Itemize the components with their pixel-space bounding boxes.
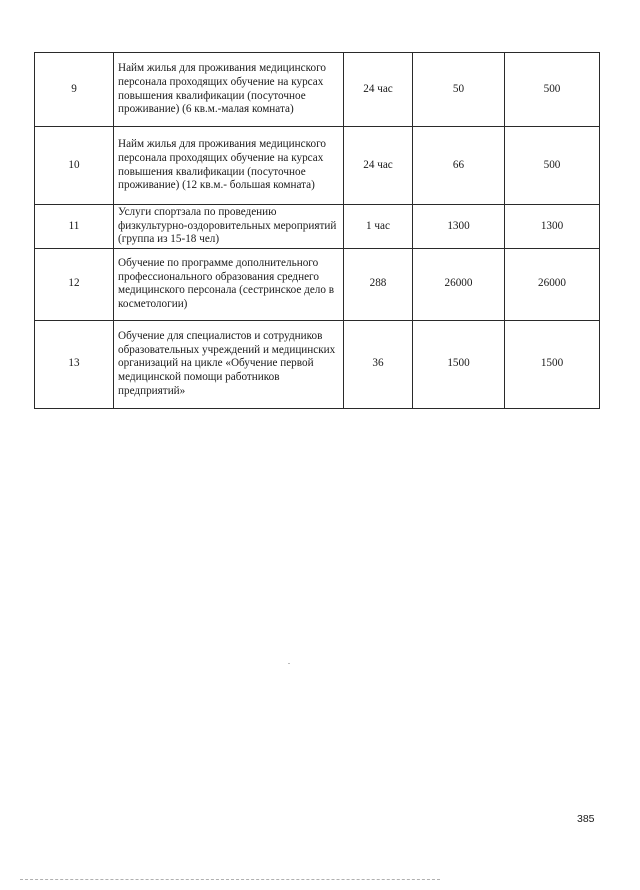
services-price-table — [34, 52, 600, 409]
price-cell: 26000 — [505, 248, 600, 320]
row-number: 13 — [35, 320, 114, 408]
table-row — [35, 205, 600, 249]
table-row — [35, 127, 600, 205]
service-name: Обучение для специалистов и сотрудников образовательных учреждений и медицинских организаций на цикле «Обучение первой медицинской помощи работников предприятий» — [114, 320, 344, 408]
row-number: 9 — [35, 53, 114, 127]
price-cell: 500 — [505, 127, 600, 205]
value-cell: 66 — [413, 127, 505, 205]
service-name: Обучение по программе дополнительного профессионального образования среднего медицинского персонала (сестринское дело в косметологии) — [114, 248, 344, 320]
value-cell: 1300 — [413, 205, 505, 249]
price-cell: 1300 — [505, 205, 600, 249]
value-cell: 26000 — [413, 248, 505, 320]
row-number: 11 — [35, 205, 114, 249]
service-name: Найм жилья для проживания медицинского персонала проходящих обучение на курсах повышения квалификации (посуточное проживание) (6 кв.м.-малая комната) — [114, 53, 344, 127]
table-row — [35, 248, 600, 320]
page-number: 385 — [577, 813, 595, 825]
bottom-scan-line — [20, 879, 440, 880]
value-cell: 1500 — [413, 320, 505, 408]
unit-cell: 1 час — [344, 205, 413, 249]
table-row — [35, 320, 600, 408]
service-name: Найм жилья для проживания медицинского персонала проходящих обучение на курсах повышения квалификации (посуточное проживание) (12 кв.м.- большая комната) — [114, 127, 344, 205]
unit-cell: 288 — [344, 248, 413, 320]
table-row — [35, 53, 600, 127]
unit-cell: 24 час — [344, 53, 413, 127]
unit-cell: 24 час — [344, 127, 413, 205]
scan-speck — [288, 663, 290, 664]
service-name: Услуги спортзала по проведению физкультурно-оздоровительных мероприятий (группа из 15-18 чел) — [114, 205, 344, 249]
price-cell: 1500 — [505, 320, 600, 408]
price-cell: 500 — [505, 53, 600, 127]
row-number: 12 — [35, 248, 114, 320]
value-cell: 50 — [413, 53, 505, 127]
row-number: 10 — [35, 127, 114, 205]
unit-cell: 36 — [344, 320, 413, 408]
